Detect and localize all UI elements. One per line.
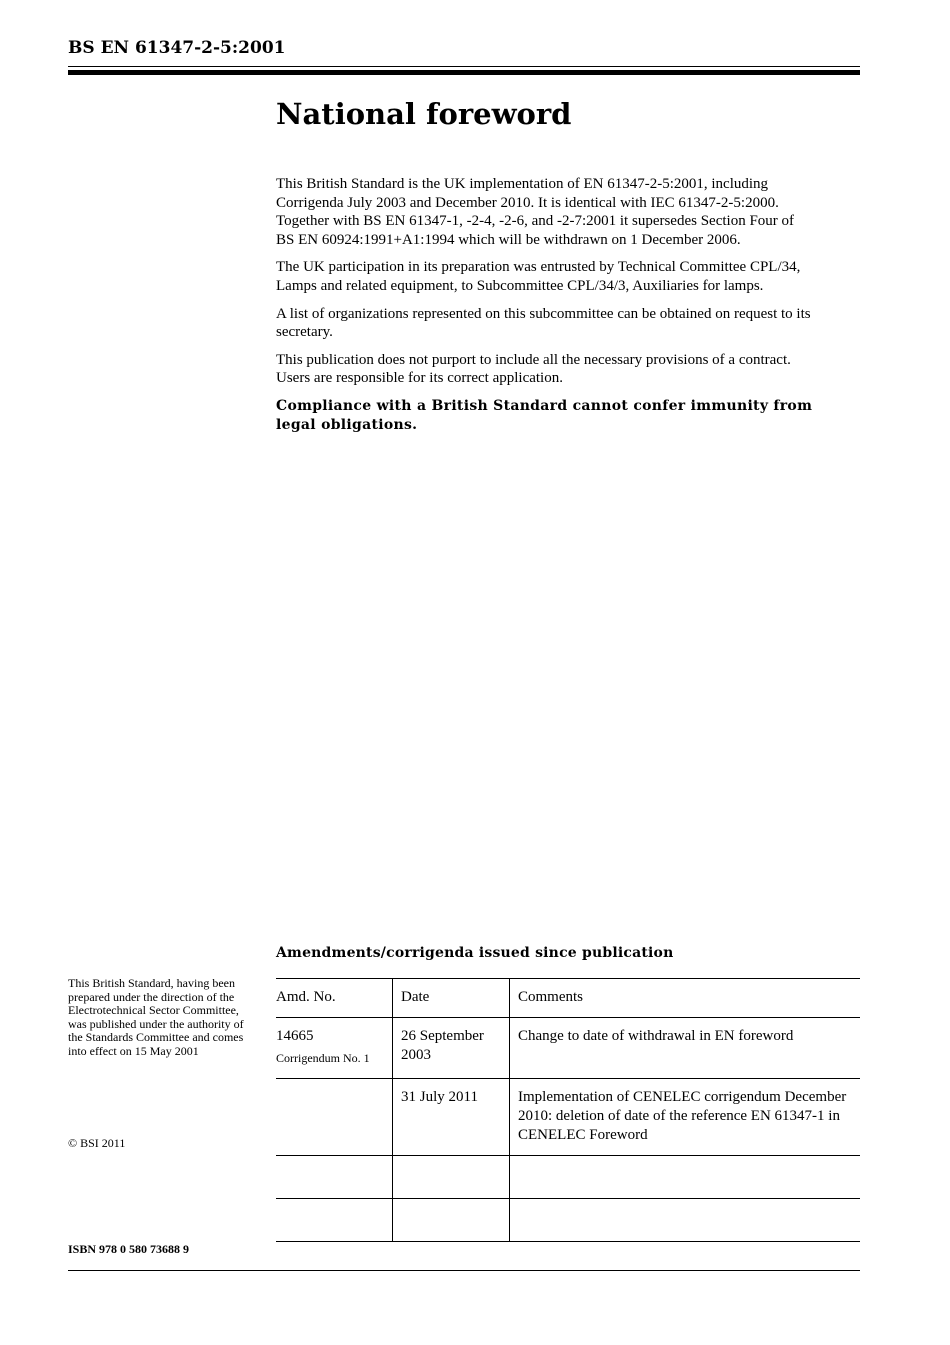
table-row-empty (276, 1199, 860, 1242)
cell-empty (393, 1199, 510, 1242)
amd-subtitle: Corrigendum No. 1 (276, 1051, 370, 1065)
page-title: National foreword (276, 97, 572, 131)
table-row (276, 1079, 860, 1156)
column-header-date: Date (393, 979, 510, 1018)
cell-empty (510, 1156, 861, 1199)
cell-empty (393, 1156, 510, 1199)
table-row-empty (276, 1156, 860, 1199)
paragraph-contract: This publication does not purport to include all the necessary provisions of a contract. Users are responsible for its correct application. (276, 351, 791, 387)
footer-rule (68, 1270, 860, 1271)
paragraph-participation: The UK participation in its preparation was entrusted by Technical Committee CPL/34, Lamps and related equipment, to Subcommittee CPL/34/3, Auxiliaries for lamps. (276, 259, 801, 294)
amendments-table (276, 978, 860, 1242)
cell-date: 31 July 2011 (393, 1079, 510, 1156)
cell-amd-no (276, 1079, 393, 1156)
header-rule-thin (68, 66, 860, 67)
column-header-amd-no: Amd. No. (276, 979, 393, 1018)
table-row (276, 1018, 860, 1079)
paragraph-organizations: A list of organizations represented on this subcommittee can be obtained on request to its secretary. (276, 305, 811, 341)
cell-comments: Change to date of withdrawal in EN foreword (510, 1018, 861, 1079)
cell-empty (510, 1199, 861, 1242)
publication-note: This British Standard, having been prepared under the direction of the Electrotechnical Sector Committee, was published under the authority of the Standards Committee and comes into effect on 15 May 2001 (68, 976, 244, 1058)
cell-empty (276, 1199, 393, 1242)
copyright: © BSI 2011 (68, 1136, 126, 1150)
cell-comments: Implementation of CENELEC corrigendum December 2010: deletion of date of the reference EN 61347-1 in CENELEC Foreword (510, 1079, 861, 1156)
paragraph-compliance: Compliance with a British Standard cannot confer immunity from legal obligations. (276, 397, 813, 433)
amd-number: 14665 (276, 1028, 314, 1044)
table-header-row (276, 979, 860, 1018)
isbn: ISBN 978 0 580 73688 9 (68, 1242, 190, 1256)
standard-number: BS EN 61347-2-5:2001 (68, 38, 286, 58)
header-rule-thick (68, 70, 860, 75)
cell-amd-no (276, 1018, 393, 1079)
cell-empty (276, 1156, 393, 1199)
column-header-comments: Comments (510, 979, 861, 1018)
cell-date: 26 September 2003 (393, 1018, 510, 1079)
paragraph-implementation: This British Standard is the UK implementation of EN 61347-2-5:2001, including Corrigenda July 2003 and December 2010. It is identical with IEC 61347-2-5:2000. Together with BS EN 61347-1, -2-4, -2-6, and -2-7:2001 it supersedes Section Four of BS EN 60924:1991+A1:1994 which will be withdrawn on 1 December 2006. (276, 176, 795, 248)
foreword-body (276, 175, 816, 443)
amendments-heading: Amendments/corrigenda issued since publication (276, 945, 674, 961)
